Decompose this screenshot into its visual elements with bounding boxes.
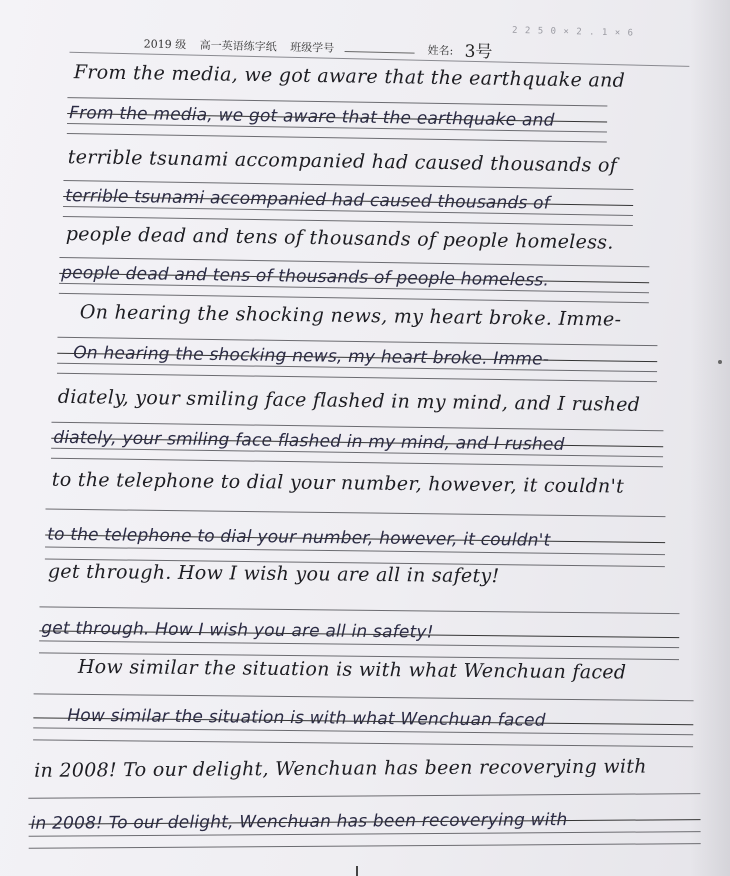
sheet-title: 高一英语练字纸: [199, 38, 277, 54]
guide-rule: [29, 843, 701, 849]
writing-block: [0, 145, 730, 214]
guide-rule: [51, 458, 663, 468]
guide-rule: [28, 793, 700, 799]
copied-line: From the media, we got aware that the earthquake and: [69, 103, 555, 131]
guide-rule: [45, 509, 665, 518]
class-id-label: 班级学号: [290, 40, 335, 55]
copied-line: in 2008! To our delight, Wenchuan has been recoverying with: [30, 810, 568, 834]
model-line: get through. How I wish you are all in safety!: [47, 560, 500, 588]
model-line: in 2008! To our delight, Wenchuan has been recoverying with: [34, 755, 647, 782]
guide-rule: [34, 693, 694, 701]
name-label: 姓名:: [427, 43, 454, 58]
copied-line: diately, your smiling face flashed in my mind, and I rushed: [53, 427, 565, 455]
grade-label: 2019 级: [143, 37, 187, 52]
copied-line: to the telephone to dial your number, however, it couldn't: [47, 524, 551, 551]
writing-block: [0, 385, 730, 455]
guide-rule: [67, 133, 607, 142]
model-line: to the telephone to dial your number, however, it couldn't: [51, 468, 625, 498]
class-id-blank: [344, 41, 414, 54]
model-line: terrible tsunami accompanied had caused thousands of: [67, 146, 618, 177]
guide-rule: [57, 373, 657, 382]
model-line: people dead and tens of thousands of people homeless.: [65, 223, 614, 254]
page-shadow: [690, 0, 730, 876]
copied-line: terrible tsunami accompanied had caused thousands of: [65, 186, 551, 214]
copied-line: get through. How I wish you are all in safety!: [41, 618, 434, 643]
bottom-mark: [356, 866, 358, 876]
model-line: On hearing the shocking news, my heart broke. Imme-: [79, 301, 622, 331]
copied-line: On hearing the shocking news, my heart broke. Imme-: [73, 343, 550, 370]
guide-rule: [33, 739, 693, 747]
copied-line: people dead and tens of thousands of people homeless.: [61, 262, 550, 291]
copied-line: How similar the situation is with what Wenchuan faced: [67, 705, 546, 731]
model-line: From the media, we got aware that the earthquake and: [73, 61, 626, 92]
margin-dot: [718, 360, 722, 364]
student-name: 3号: [464, 41, 493, 63]
model-line: diately, your smiling face flashed in my mind, and I rushed: [57, 385, 641, 416]
guide-rule: [40, 606, 680, 614]
writing-block: [0, 222, 730, 291]
writing-block: [0, 468, 730, 551]
model-line: How similar the situation is with what Wenchuan faced: [77, 655, 627, 684]
corner-scribble: 2 2 5 0 × 2 . 1 × 6: [511, 25, 635, 39]
